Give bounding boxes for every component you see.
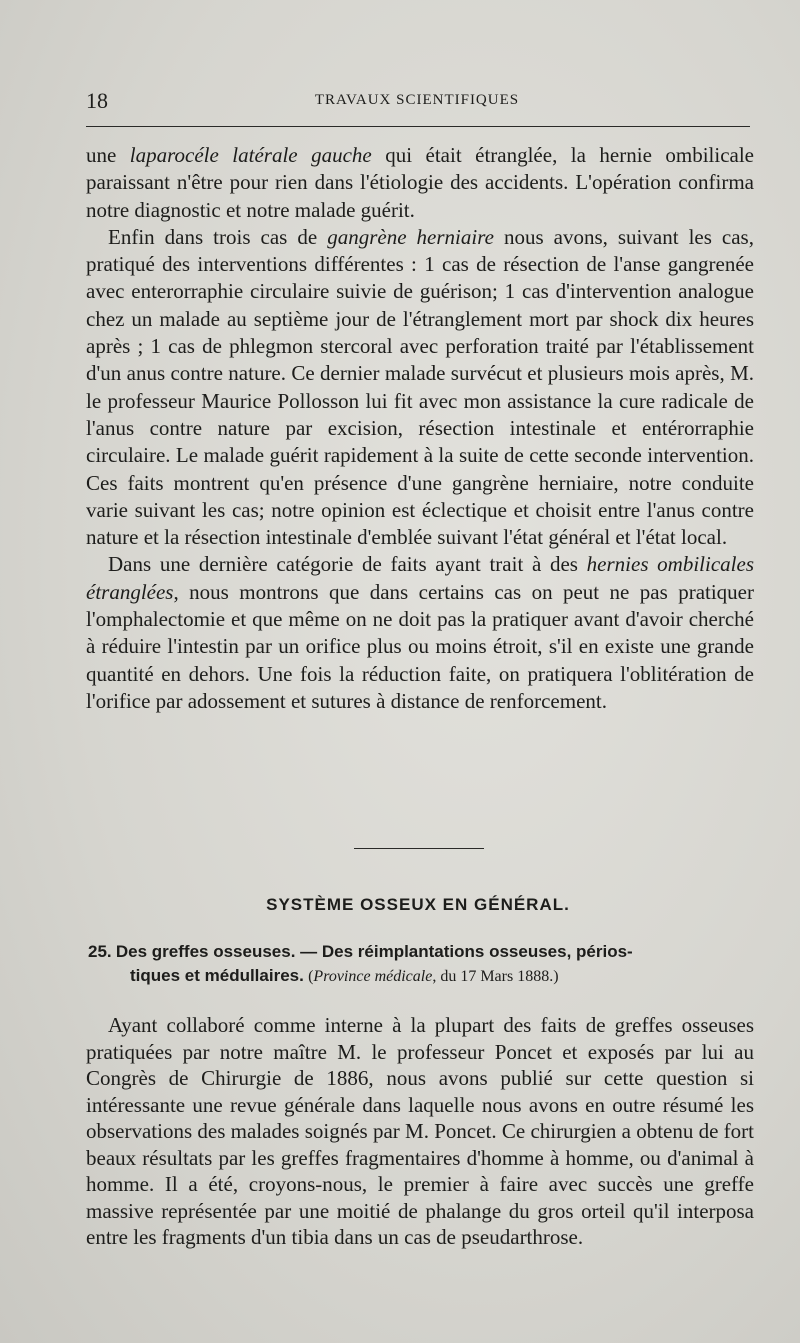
paragraph-1-text-a: une [86, 143, 130, 167]
entry-title-line-2: tiques et médullaires. [130, 966, 304, 985]
entry-line-1 [88, 940, 750, 964]
entry-source-open: ( [308, 968, 314, 985]
paragraph-1-text-b: qui était étranglée, la hernie ombilicale paraissant n'être pour rien dans l'étiologie des accidents. L'opération confirma notre diagnostic et notre malade guérit. [86, 143, 755, 222]
entry-title-line-1: Des greffes osseuses. — Des réimplantations osseuses, périos- [115, 942, 633, 961]
paragraph-4: Ayant collaboré comme interne à la plupart des faits de greffes osseuses pratiquées par notre maître M. le professeur Poncet et exposés par lui au Congrès de Chirurgie de 1886, nous avons publié sur cette question si intéressante une revue générale dans laquelle nous avons en outre résumé les observations des malades soignés par M. Poncet. Ce chirurgien a obtenu de fort beaux résultats par les greffes fragmentaires d'homme à homme, ou d'animal à homme. Il a été, croyons-nous, le premier à faire avec succès une greffe massive représentée par une moitié de phalange du gros orteil qu'il interposa entre les fragments d'un tibia dans un cas de pseudarthrose. [86, 1013, 754, 1249]
paragraph-3 [86, 551, 754, 715]
paragraph-2-text-a: Enfin dans trois cas de [108, 224, 328, 249]
bibliography-entry [88, 940, 750, 989]
paragraph-3-text-a: Dans une dernière catégorie de faits ayant trait à des [108, 552, 587, 577]
running-title: TRAVAUX SCIENTIFIQUES [314, 92, 520, 108]
paragraph-1-italic: laparocéle latérale gauche [129, 143, 372, 167]
entry-source-date: , du 17 Mars 1888.) [432, 968, 559, 985]
paragraph-3-italic: hernies ombilicales étranglées [86, 552, 754, 604]
paragraph-2 [86, 224, 754, 552]
entry-number: 25. [88, 942, 112, 961]
header-rule [86, 126, 750, 127]
body-text-bottom [86, 1012, 754, 1251]
section-divider [354, 848, 484, 849]
paragraph-2-text-b: nous avons, suivant les cas, pratiqué des interventions différentes : 1 cas de résection de l'anse gangrenée avec enterorraphie circulaire suivie de guérison; 1 cas d'intervention analogue chez un malade au septième jour de l'étranglement mort par shock dix heures après ; 1 cas de phlegmon stercoral avec perforation traité par l'établissement d'un anus contre nature. Ce dernier malade survécut et plusieurs mois après, M. le professeur Maurice Pollosson lui fit avec mon assistance la cure radicale de l'anus contre nature par excision, résection intestinale et entérorraphie circulaire. Le malade guérit rapidement à la suite de cette seconde intervention. Ces faits montrent qu'en présence d'une gangrène herniaire, notre conduite varie suivant les cas; notre opinion est éclectique et choisit entre l'anus contre nature et la résection intestinale d'emblée suivant l'état général et l'état local. [86, 224, 754, 550]
body-text-top [86, 142, 754, 715]
paragraph-1 [86, 142, 754, 224]
paragraph-2-italic: gangrène herniaire [327, 224, 494, 249]
entry-line-2 [88, 964, 750, 989]
entry-source-journal: Province médicale [313, 968, 433, 985]
section-title: SYSTÈME OSSEUX EN GÉNÉRAL. [266, 895, 570, 914]
paragraph-3-text-b: , nous montrons que dans certains cas on peut ne pas pratiquer l'omphalectomie et que même on ne doit pas la pratiquer avant d'avoir cherché à réduire l'intestin par un orifice plus ou moins étroit, s'il en existe une grande quantité en dehors. Une fois la réduction faite, on pratiquera l'oblitération de l'orifice par adossement et sutures à distance de renforcement. [86, 579, 754, 713]
page-number: 18 [86, 88, 108, 113]
running-head [86, 88, 748, 118]
entry-source [308, 968, 558, 985]
